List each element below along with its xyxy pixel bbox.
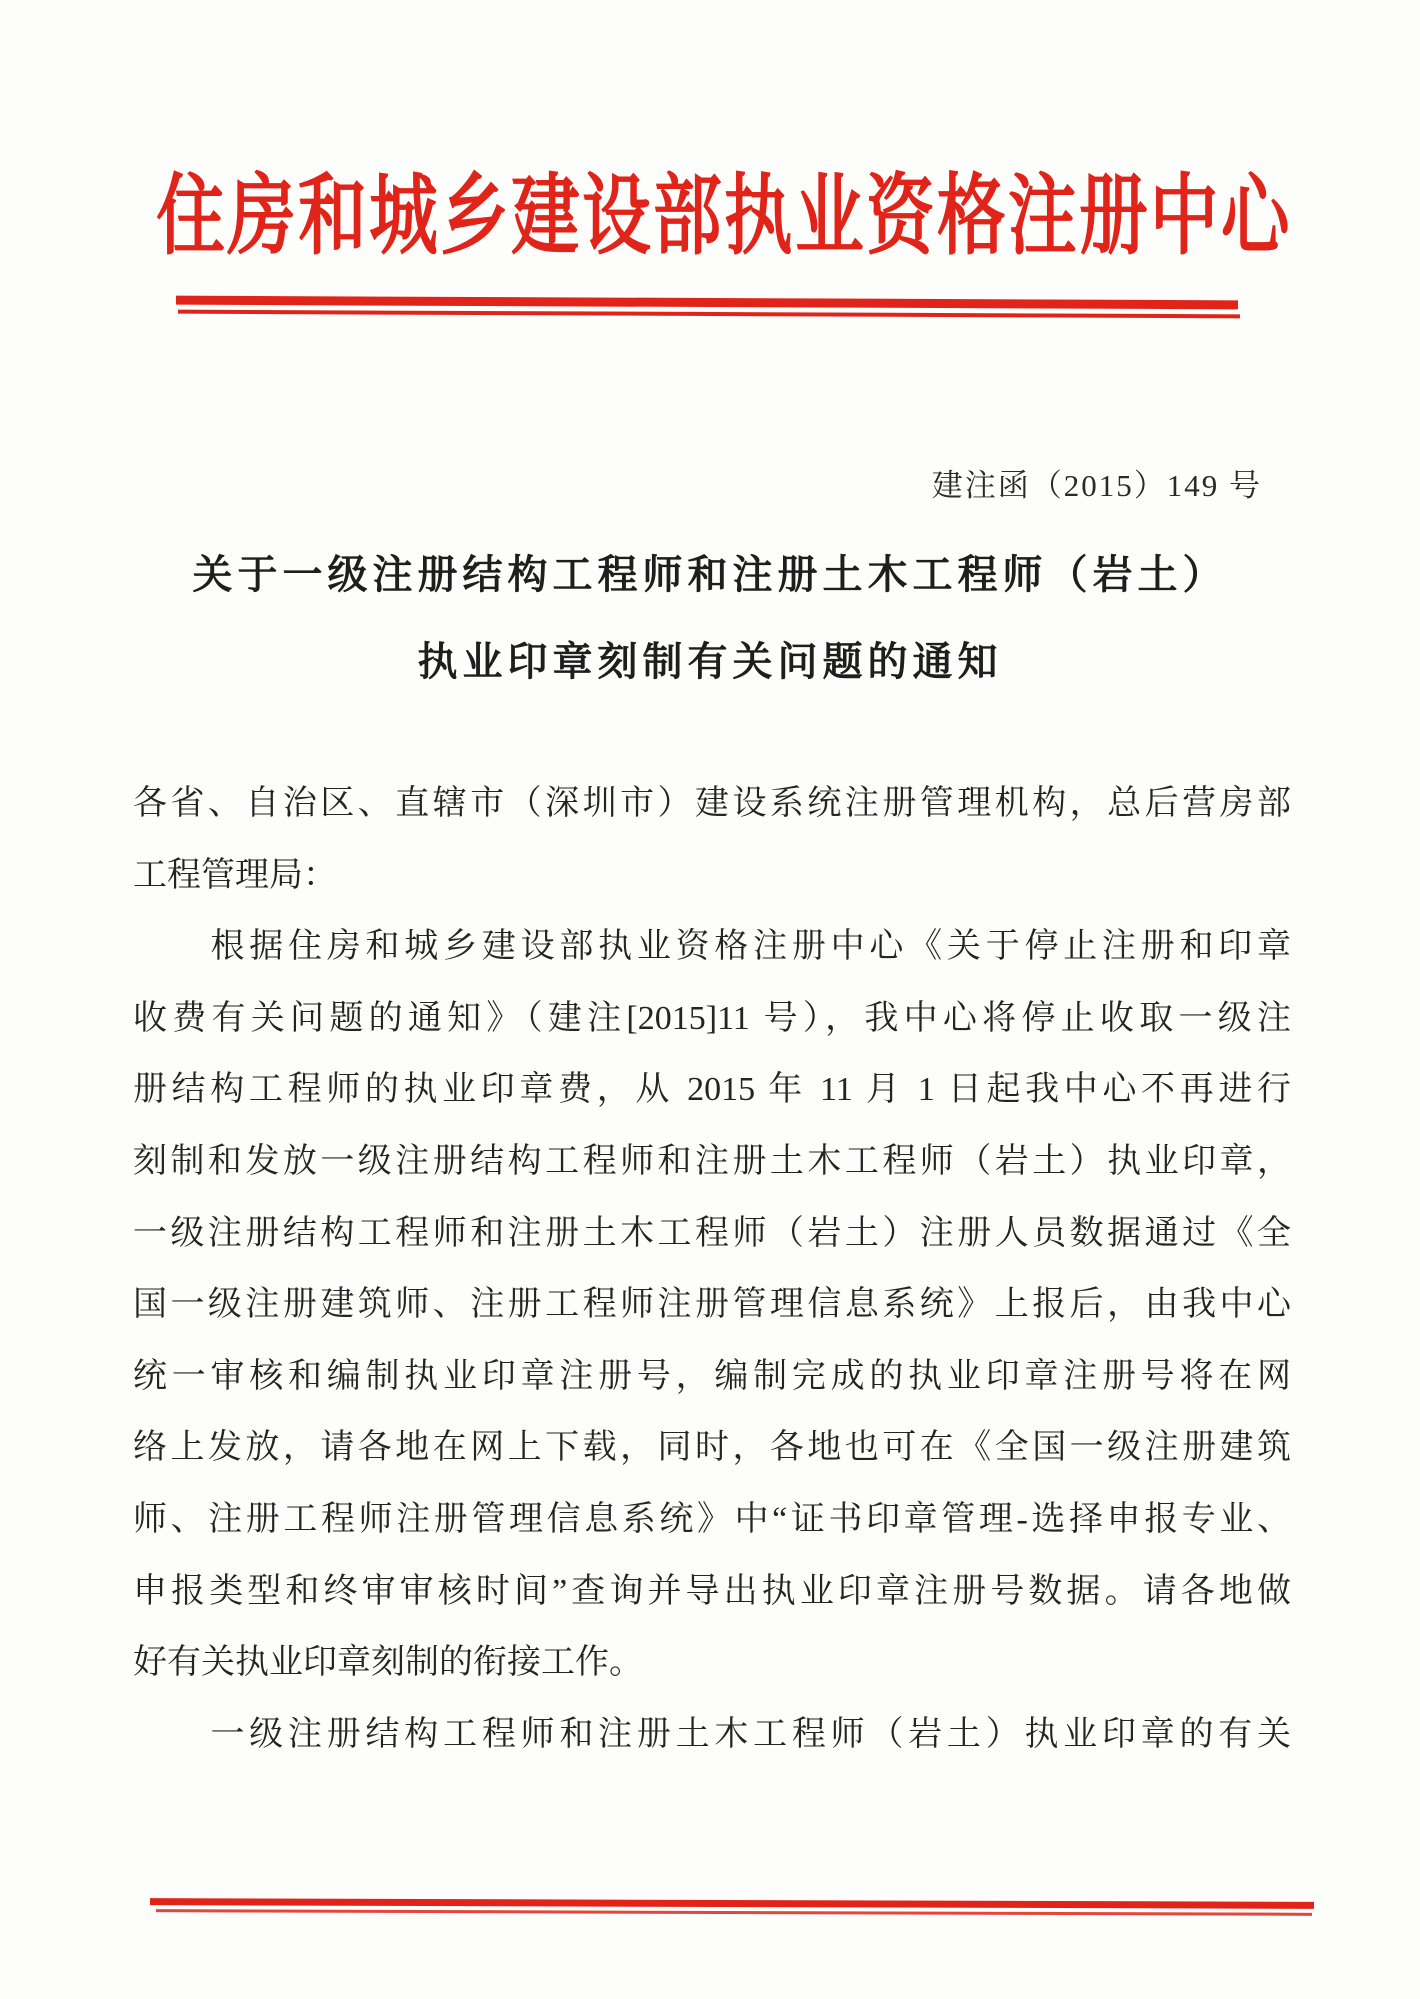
text-line: 一级注册结构工程师和注册土木工程师（岩土）执业印章的有关 [133, 1715, 1291, 1753]
salutation-paragraph [133, 768, 1291, 911]
text-line: 国一级注册建筑师、注册工程师注册管理信息系统》上报后，由我中心 [133, 1286, 1291, 1324]
text-line: 统一审核和编制执业印章注册号，编制完成的执业印章注册号将在网 [133, 1357, 1291, 1395]
text-line: 根据住房和城乡建设部执业资格注册中心《关于停止注册和印章 [133, 928, 1291, 966]
text-line: 络上发放，请各地在网上下载，同时，各地也可在《全国一级注册建筑 [133, 1429, 1291, 1467]
header-rule-thick [176, 296, 1238, 310]
text-line: 一级注册结构工程师和注册土木工程师（岩土）注册人员数据通过《全 [133, 1214, 1291, 1252]
text-line: 册结构工程师的执业印章费，从 2015 年 11 月 1 日起我中心不再进行 [133, 1071, 1291, 1109]
document-body [133, 768, 1291, 1770]
text-line: 收费有关问题的通知》（建注[2015]11 号），我中心将停止收取一级注 [133, 999, 1291, 1037]
notice-title-line-2: 执业印章刻制有关问题的通知 [417, 639, 1003, 684]
text-line: 各省、自治区、直辖市（深圳市）建设系统注册管理机构，总后营房部 [133, 785, 1291, 822]
notice-title-line-1: 关于一级注册结构工程师和注册土木工程师（岩土） [192, 552, 1228, 597]
main-paragraph [133, 911, 1291, 1770]
text-line: 工程管理局： [133, 856, 337, 894]
header-rule-thin [178, 310, 1240, 319]
text-line: 师、注册工程师注册管理信息系统》中“证书印章管理-选择申报专业、 [133, 1500, 1291, 1538]
footer-rule-thick [150, 1898, 1314, 1909]
text-line: 申报类型和终审审核时间”查询并导出执业印章注册号数据。请各地做 [133, 1572, 1291, 1610]
text-line: 好有关执业印章刻制的衔接工作。 [133, 1644, 643, 1682]
letterhead-title: 住房和城乡建设部执业资格注册中心 [156, 169, 1292, 266]
text-line: 刻制和发放一级注册结构工程师和注册土木工程师（岩土）执业印章， [133, 1142, 1291, 1180]
footer-rule-thin [156, 1909, 1312, 1916]
document-number: 建注函（2015）149 号 [931, 468, 1262, 503]
